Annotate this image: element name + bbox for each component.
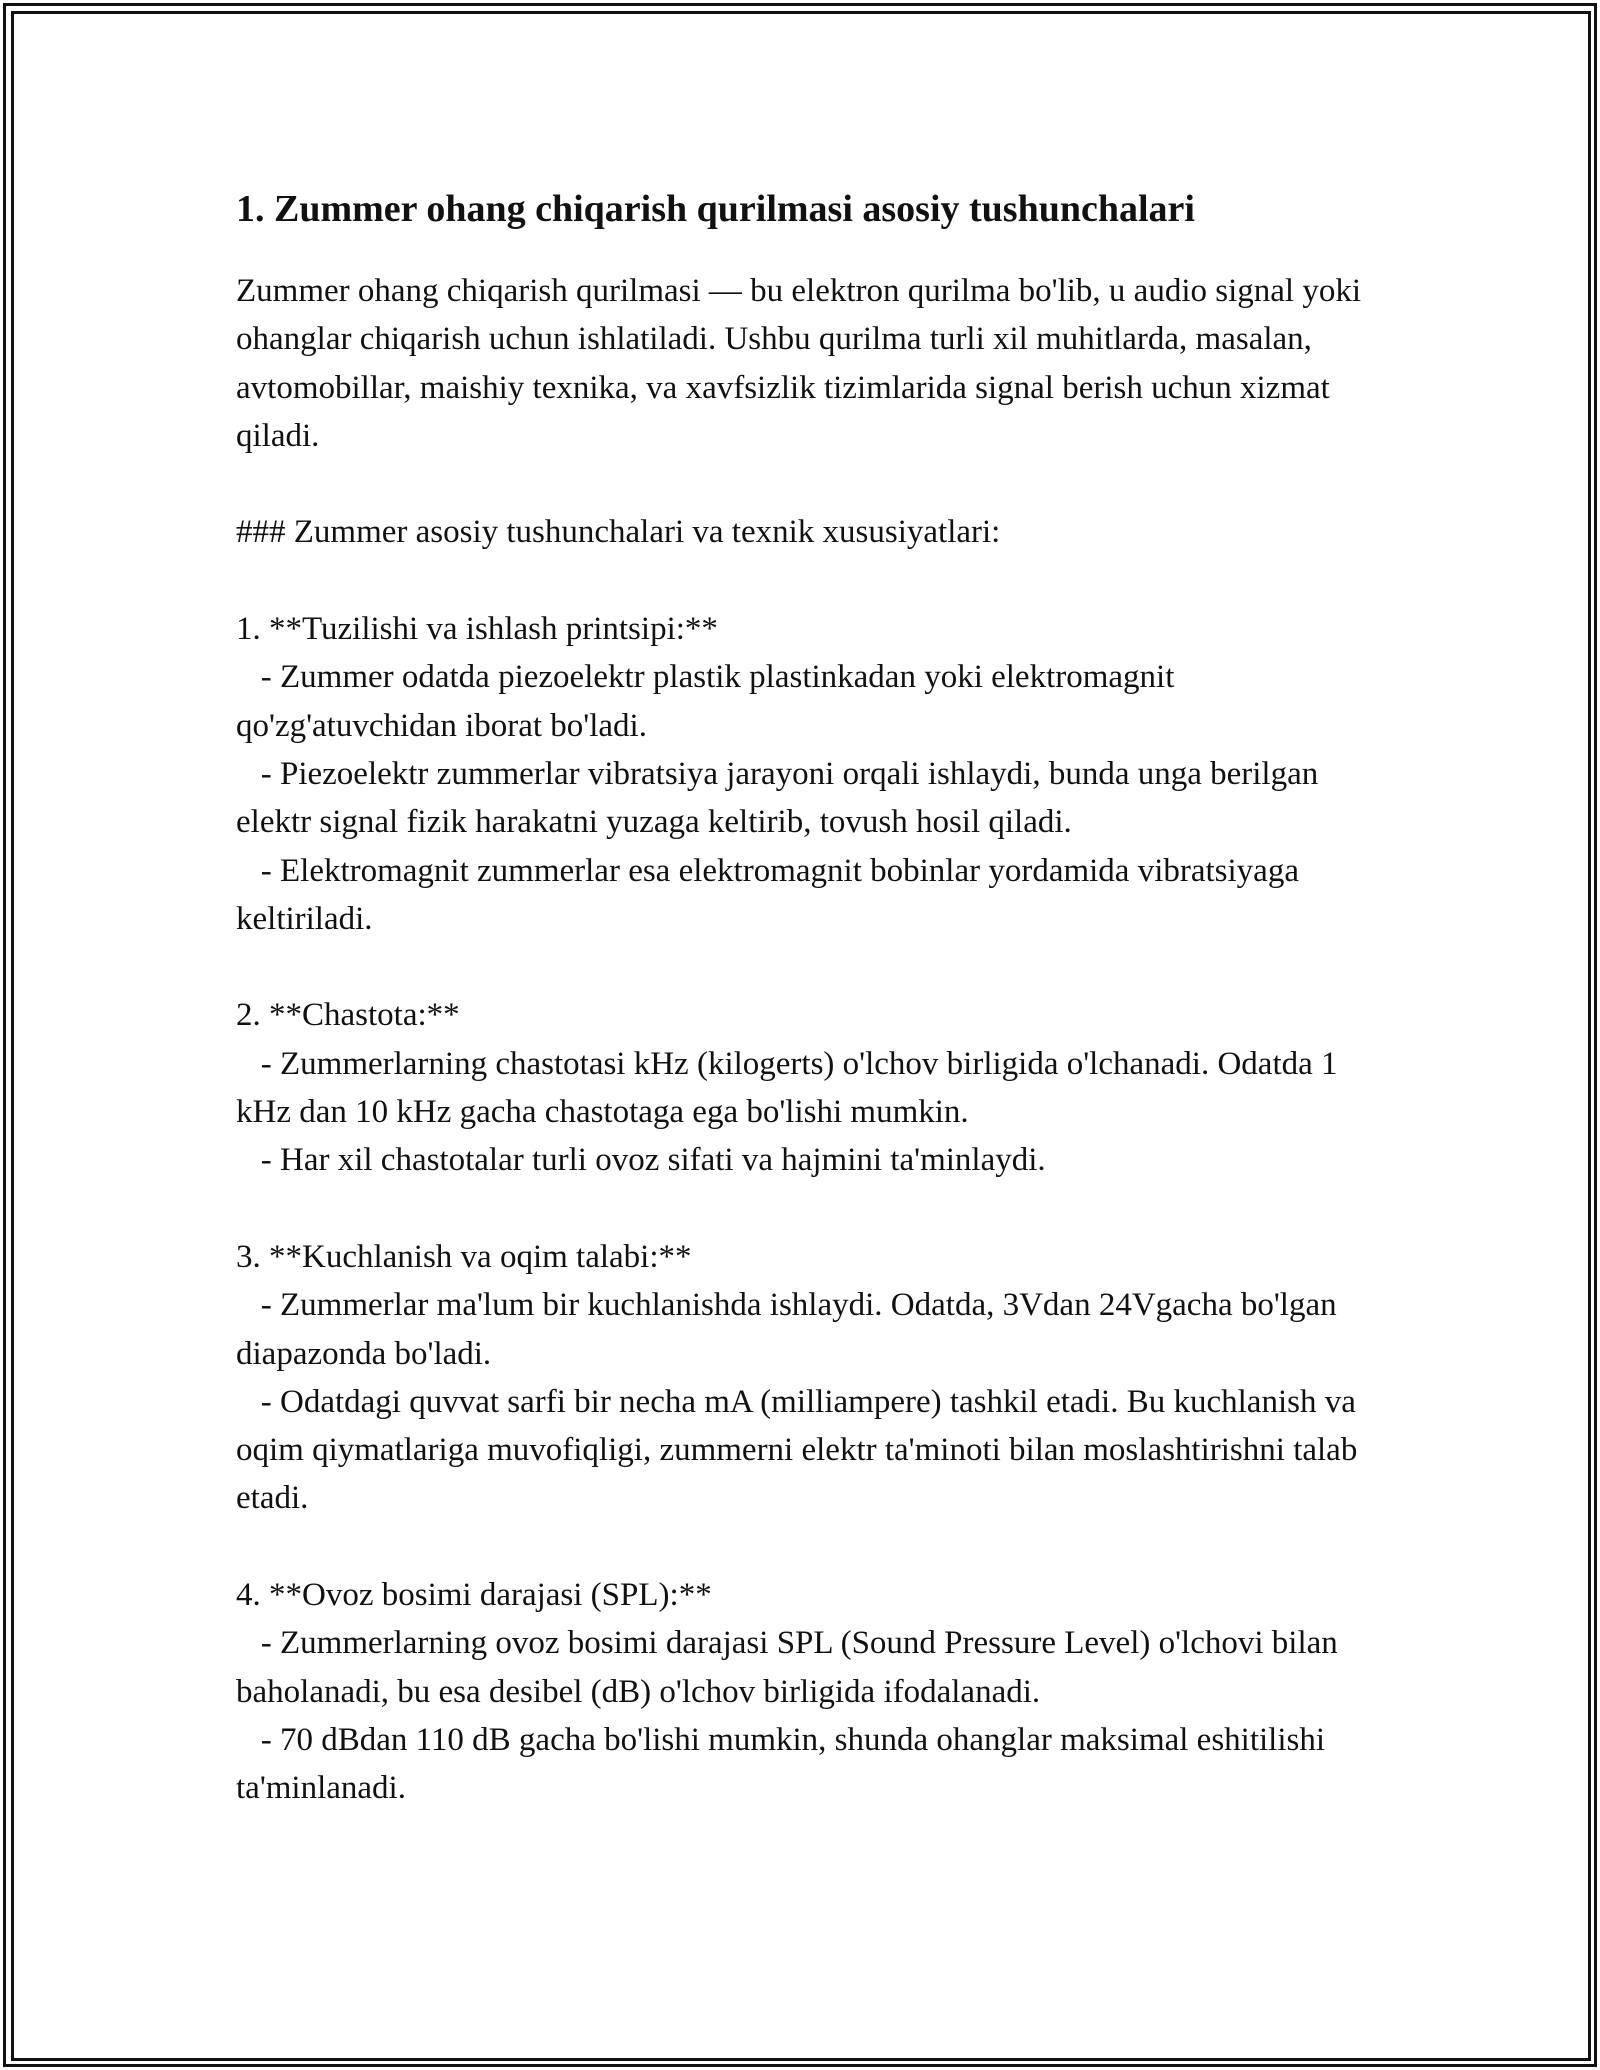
section-4 xyxy=(236,1571,1376,1812)
section-heading: 1. **Tuzilishi va ishlash printsipi:** xyxy=(236,611,718,648)
list-item: - Zummerlarning ovoz bosimi darajasi SPL (Sound Pressure Level) o'lchovi bilan baholanadi, bu esa desibel (dB) o'lchov birligida ifodalanadi. xyxy=(236,1625,1347,1710)
list-item: - Odatdagi quvvat sarfi bir necha mA (milliampere) tashkil etadi. Bu kuchlanish va oqim qiymatlariga muvofiqligi, zummerni elektr ta'minoti bilan moslashtirishni talab etadi. xyxy=(236,1383,1366,1517)
section-2 xyxy=(236,991,1376,1184)
list-item: - Zummerlar ma'lum bir kuchlanishda ishlaydi. Odatda, 3Vdan 24Vgacha bo'lgan diapazonda bo'ladi. xyxy=(236,1287,1345,1372)
intro-paragraph: Zummer ohang chiqarish qurilmasi — bu elektron qurilma bo'lib, u audio signal yoki ohanglar chiqarish uchun ishlatiladi. Ushbu qurilma turli xil muhitlarda, masalan, avtomobillar, maishiy texnika, va xavfsizlik tizimlarida signal berish uchun xizmat qiladi. xyxy=(236,273,1370,454)
list-item: - Piezoelektr zummerlar vibratsiya jarayoni orqali ishlaydi, bunda unga berilgan elektr signal fizik harakatni yuzaga keltirib, tovush hosil qiladi. xyxy=(236,755,1327,841)
list-item: - 70 dBdan 110 dB gacha bo'lishi mumkin, shunda ohanglar maksimal eshitilishi ta'minlanadi. xyxy=(236,1721,1334,1807)
list-item: - Har xil chastotalar turli ovoz sifati va hajmini ta'minlaydi. xyxy=(236,1142,1046,1179)
subheading: ### Zummer asosiy tushunchalari va texnik xususiyatlari: xyxy=(236,514,1001,551)
list-item: - Zummerlarning chastotasi kHz (kilogerts) o'lchov birligida o'lchanadi. Odatda 1 kHz dan 10 kHz gacha chastotaga ega bo'lishi mumkin. xyxy=(236,1045,1346,1131)
section-heading: 4. **Ovoz bosimi darajasi (SPL):** xyxy=(236,1577,712,1614)
section-heading: 3. **Kuchlanish va oqim talabi:** xyxy=(236,1238,692,1275)
list-item: - Elektromagnit zummerlar esa elektromagnit bobinlar yordamida vibratsiyaga keltiriladi. xyxy=(236,852,1308,937)
document-body xyxy=(236,185,1376,1813)
section-heading: 2. **Chastota:** xyxy=(236,997,460,1034)
list-item: - Zummer odatda piezoelektr plastik plastinkadan yoki elektromagnit qo'zg'atuvchidan iborat bo'ladi. xyxy=(236,659,1183,744)
section-1 xyxy=(236,605,1376,943)
section-3 xyxy=(236,1233,1376,1523)
document-title: 1. Zummer ohang chiqarish qurilmasi asosiy tushunchalari xyxy=(236,188,1195,230)
